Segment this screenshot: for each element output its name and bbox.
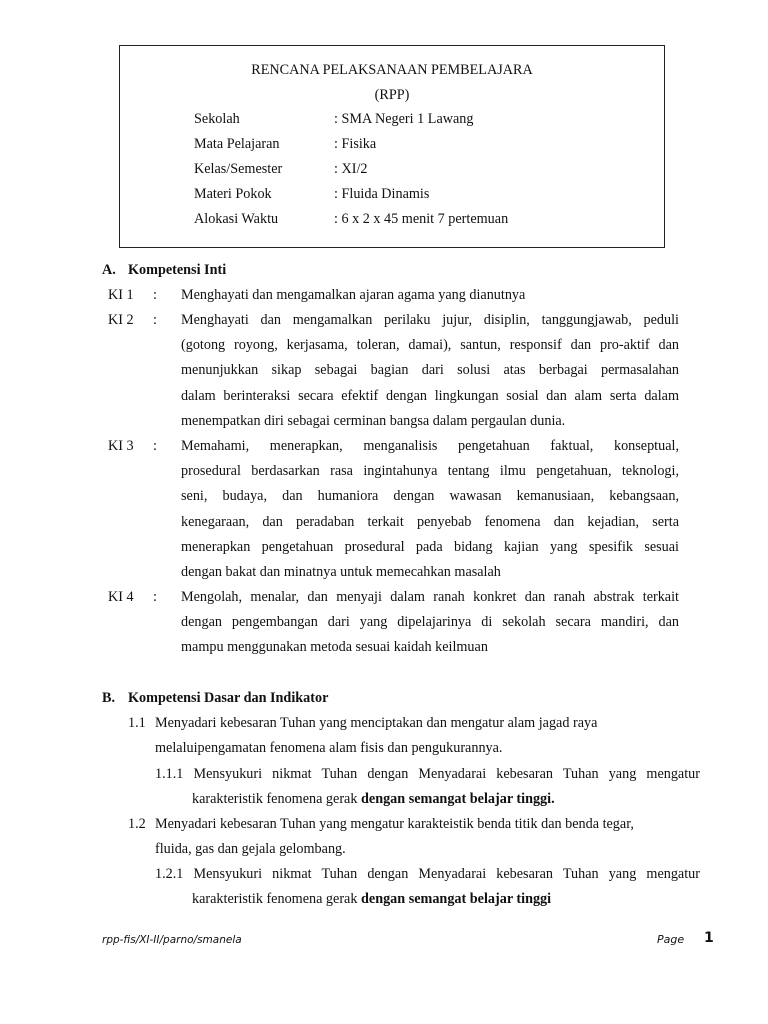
kd-number: 1.2: [128, 816, 146, 832]
ki-code: KI 3: [108, 438, 134, 454]
kd-text-line: Menyadari kebesaran Tuhan yang menciptakan dan mengatur alam jagad raya: [155, 715, 598, 731]
info-value: : SMA Negeri 1 Lawang: [334, 111, 474, 127]
ki-2-text: [181, 308, 679, 434]
ki-colon: :: [153, 312, 157, 328]
ki-1-text: [181, 283, 679, 308]
footer-doc-id: rpp-fis/XI-II/parno/smanela: [102, 934, 242, 946]
ki-line: prosedural berdasarkan rasa ingintahunya tentang ilmu pengetahuan, teknologi,: [181, 463, 679, 480]
info-label: Kelas/Semester: [194, 161, 283, 177]
kd-text-line: melaluipengamatan fenomena alam fisis dan pengukurannya.: [155, 740, 503, 756]
ki-line: (gotong royong, kerjasama, toleran, damai), santun, responsif dan pro-aktif dan: [181, 337, 679, 354]
info-value: : Fluida Dinamis: [334, 186, 430, 202]
ki-line: dalam berinteraksi secara efektif dengan lingkungan sosial dan alam serta dalam: [181, 387, 679, 404]
info-label: Sekolah: [194, 111, 240, 127]
indicator-emphasis: dengan semangat belajar tinggi: [361, 891, 552, 907]
kd-text-line: Menyadari kebesaran Tuhan yang mengatur karakteistik benda titik dan benda tegar,: [155, 816, 634, 832]
footer-page-label: Page: [657, 933, 685, 946]
header-box: [119, 45, 665, 248]
ki-colon: :: [153, 438, 157, 454]
ki-line: seni, budaya, dan humaniora dengan wawasan kemanusiaan, kebangsaan,: [181, 488, 679, 505]
indicator-text: karakteristik fenomena gerak: [192, 891, 361, 907]
ki-line: menerapkan pengetahuan prosedural pada bidang kajian yang spesifik sesuai: [181, 538, 679, 555]
indicator-text: 1.1.1 Mensyukuri nikmat Tuhan dengan Menyadarai kebesaran Tuhan yang mengatur: [155, 766, 700, 782]
footer-page-number: 1: [704, 930, 714, 946]
ki-code: KI 2: [108, 312, 134, 328]
ki-3-text: [181, 434, 679, 585]
section-b-heading: Kompetensi Dasar dan Indikator: [128, 690, 329, 706]
ki-line: Menghayati dan mengamalkan ajaran agama yang dianutnya: [181, 287, 526, 303]
indicator-line: [155, 866, 700, 883]
section-b-letter: B.: [102, 690, 116, 706]
info-label: Alokasi Waktu: [194, 211, 279, 227]
info-label: Mata Pelajaran: [194, 136, 280, 152]
indicator-line: [155, 766, 700, 783]
info-value: : 6 x 2 x 45 menit 7 pertemuan: [334, 211, 509, 227]
document-subtitle: (RPP): [374, 87, 410, 103]
ki-line: menempatkan diri sebagai cerminan bangsa dalam pergaulan dunia.: [181, 412, 566, 429]
ki-code: KI 1: [108, 287, 134, 303]
ki-line: dengan bakat dan minatnya untuk memecahkan masalah: [181, 563, 501, 580]
ki-4-text: [181, 585, 679, 661]
indicator-emphasis: dengan semangat belajar tinggi.: [361, 791, 555, 807]
ki-colon: :: [153, 589, 157, 605]
ki-line: Mengolah, menalar, dan menyaji dalam ranah konkret dan ranah abstrak terkait: [181, 589, 679, 605]
document-title: RENCANA PELAKSANAAN PEMBELAJARA: [251, 62, 533, 78]
info-label: Materi Pokok: [194, 186, 272, 202]
indicator-line-2: [192, 791, 555, 808]
ki-line: dengan pengembangan dari yang dipelajarinya di sekolah secara mandiri, dan: [181, 614, 679, 631]
info-value: : XI/2: [334, 161, 368, 177]
info-value: : Fisika: [334, 136, 377, 152]
ki-line: menunjukkan sikap sebagai bagian dari solusi atas berbagai permasalahan: [181, 362, 679, 379]
indicator-text: karakteristik fenomena gerak: [192, 791, 361, 807]
indicator-line-2: [192, 891, 551, 908]
kd-text-line: fluida, gas dan gejala gelombang.: [155, 841, 346, 857]
ki-line: Menghayati dan mengamalkan perilaku jujur, disiplin, tanggungjawab, peduli: [181, 312, 679, 328]
ki-colon: :: [153, 287, 157, 303]
ki-code: KI 4: [108, 589, 134, 605]
ki-line: mampu menggunakan metoda sesuai kaidah keilmuan: [181, 639, 488, 656]
section-a-letter: A.: [102, 262, 116, 278]
ki-line: kenegaraan, dan peradaban terkait penyebab fenomena dan kejadian, serta: [181, 513, 679, 530]
ki-line: Memahami, menerapkan, menganalisis pengetahuan faktual, konseptual,: [181, 438, 679, 454]
section-a-heading: Kompetensi Inti: [128, 262, 227, 278]
kd-number: 1.1: [128, 715, 146, 731]
indicator-text: 1.2.1 Mensyukuri nikmat Tuhan dengan Menyadarai kebesaran Tuhan yang mengatur: [155, 866, 700, 882]
